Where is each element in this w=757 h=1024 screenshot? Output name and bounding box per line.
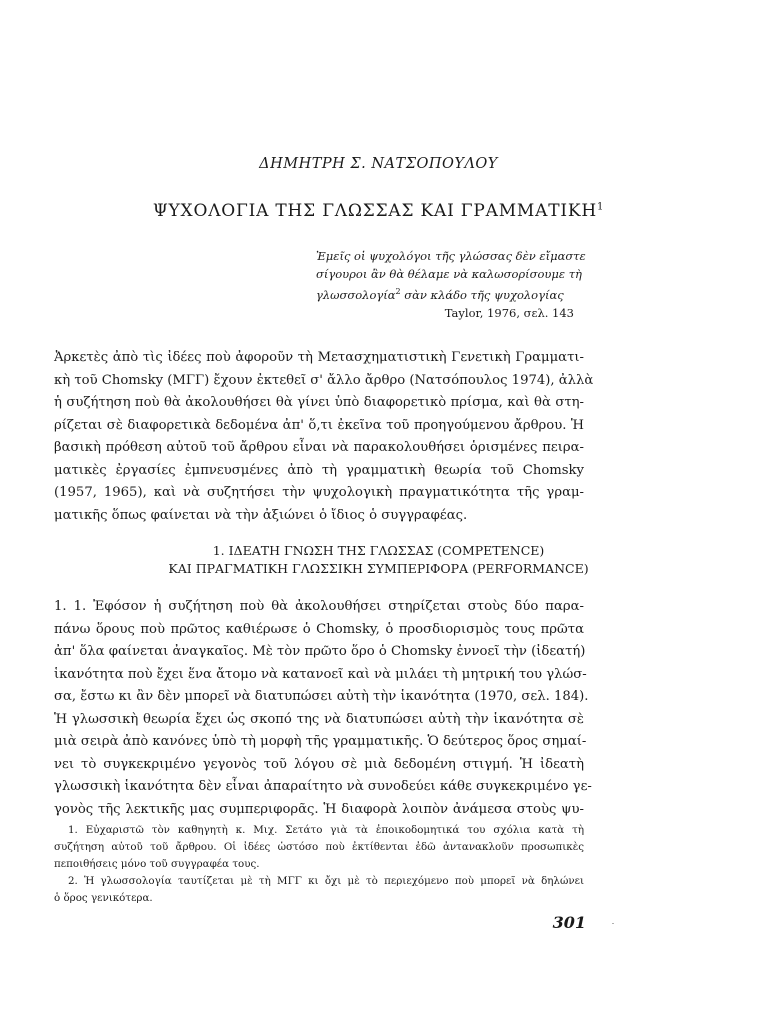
epigraph-line: Ἐμεῖς οἱ ψυχολόγοι τῆς γλώσσας δὲν εἴμαστε xyxy=(316,249,586,263)
title-footnote-mark[interactable]: 1 xyxy=(596,201,605,213)
paragraph-line: νει τὸ συγκεκριμένο γεγονὸς τοῦ λόγου σὲ μιὰ δεδομένη στιγμή. Ἡ ἰδεατὴ xyxy=(54,756,584,772)
paragraph-line: γονὸς τῆς λεκτικῆς μας συμπεριφορᾶς. Ἡ διαφορὰ λοιπὸν ἀνάμεσα στοὺς ψυ- xyxy=(54,801,584,817)
section-heading-line: 1. ΙΔΕΑΤΗ ΓΝΩΣΗ ΤΗΣ ΓΛΩΣΣΑΣ (COMPETENCE) xyxy=(212,543,545,558)
paragraph-line: Ἡ γλωσσικὴ θεωρία ἔχει ὡς σκοπό της νὰ διατυπώσει αὐτὴ τὴν ἱκανότητα σὲ xyxy=(54,711,584,727)
article-title xyxy=(0,201,757,221)
section-heading xyxy=(40,542,717,578)
paragraph-line: (1957, 1965), καὶ νὰ συζητήσει τὴν ψυχολογικὴ πραγματικότητα τῆς γραμ- xyxy=(54,485,584,500)
paragraph-line: ματικῆς ὅπως φαίνεται νὰ τὴν ἀξιώνει ὁ ἴδιος ὁ συγγραφέας. xyxy=(54,507,468,523)
epigraph-line: σίγουροι ἂν θὰ θέλαμε νὰ καλωσορίσουμε τὴ xyxy=(316,267,582,281)
paragraph-line: 1. 1. Ἐφόσον ἡ συζήτηση ποὺ θὰ ἀκολουθήσει στηρίζεται στοὺς δύο παρα- xyxy=(54,599,584,614)
author-name: ΔΗΜΗΤΡΗ Σ. ΝΑΤΣΟΠΟΥΛΟΥ xyxy=(259,156,498,172)
page-number: 301 xyxy=(552,913,586,932)
epigraph-citation: Taylor, 1976, σελ. 143 xyxy=(444,305,574,320)
paragraph-line: ρίζεται σὲ διαφορετικὰ δεδομένα ἀπ' ὅ,τι ἐκεῖνα τοῦ προηγούμενου ἄρθρου. Ἡ xyxy=(54,417,584,433)
footnote-line: πεποιθήσεις μόνο τοῦ συγγραφέα τους. xyxy=(54,858,260,870)
paragraph-line: ἀπ' ὅλα φαίνεται ἀναγκαῖος. Μὲ τὸν πρῶτο ὅρο ὁ Chomsky ἐννοεῖ τὴν (ἰδεατή) xyxy=(54,644,586,659)
section-heading-line: ΚΑΙ ΠΡΑΓΜΑΤΙΚΗ ΓΛΩΣΣΙΚΗ ΣΥΜΠΕΡΙΦΟΡΑ (PERFORMANCE) xyxy=(168,561,589,576)
epigraph-line-text: σὰν κλάδο τῆς ψυχολογίας xyxy=(400,287,564,302)
paragraph-line: κὴ τοῦ Chomsky (ΜΓΓ) ἔχουν ἐκτεθεῖ σ' ἄλλο ἄρθρο (Νατσόπουλος 1974), ἀλλὰ xyxy=(54,372,594,388)
paragraph-line: Ἀρκετὲς ἀπὸ τὶς ἰδέες ποὺ ἀφοροῦν τὴ Μετασχηματιστικὴ Γενετικὴ Γραμματι- xyxy=(54,350,584,365)
paragraph-line: σα, ἔστω κι ἂν δὲν μπορεῖ νὰ διατυπώσει αὐτὴ τὴν ἱκανότητα (1970, σελ. 184). xyxy=(54,689,589,704)
footnote-1: 1. Εὐχαριστῶ τὸν καθηγητὴ κ. Μιχ. Σετάτο γιὰ τὰ ἐποικοδομητικά του σχόλια κατὰ τὴ xyxy=(68,824,584,836)
paragraph-line: μιὰ σειρὰ ἀπὸ κανόνες ὑπὸ τὴ μορφὴ τῆς γραμματικῆς. Ὁ δεύτερος ὅρος σημαί- xyxy=(54,734,587,749)
section-paragraph xyxy=(54,596,592,821)
paragraph-line: βασικὴ πρόθεση αὐτοῦ τοῦ ἄρθρου εἶναι νὰ παρακολουθήσει ὁρισμένες πειρα- xyxy=(54,440,584,455)
paragraph-line: ἱκανότητα ποὺ ἔχει ἕνα ἄτομο νὰ κατανοεῖ καὶ νὰ μιλάει τὴ μητρική του γλώσ- xyxy=(54,666,587,682)
footnote-line: συζήτηση αὐτοῦ τοῦ ἄρθρου. Οἱ ἰδέες ὡστόσο ποὺ ἐκτίθενται ἐδῶ ἀντανακλοῦν προσωπικὲς xyxy=(54,841,584,853)
epigraph xyxy=(316,247,586,322)
footnote-line: ὁ ὅρος γενικότερα. xyxy=(54,892,153,904)
footnote-2: 2. Ἡ γλωσσολογία ταυτίζεται μὲ τὴ ΜΓΓ κι ὄχι μὲ τὸ περιεχόμενο ποὺ μπορεῖ νὰ δηλώνει xyxy=(68,875,584,887)
footnotes xyxy=(54,822,584,907)
paragraph-line: ματικὲς ἐργασίες ἐμπνευσμένες ἀπὸ τὴ γραμματικὴ θεωρία τοῦ Chomsky xyxy=(54,462,584,478)
paragraph-line: ἡ συζήτηση ποὺ θὰ ἀκολουθήσει θὰ γίνει ὑπὸ διαφορετικὸ πρίσμα, καὶ θὰ στη- xyxy=(54,395,584,410)
epigraph-line-text: γλωσσολογία xyxy=(316,287,396,302)
intro-paragraph xyxy=(54,347,594,527)
scan-speck xyxy=(612,923,614,924)
epigraph-line xyxy=(316,283,586,304)
paragraph-line: πάνω ὅρους ποὺ πρῶτος καθιέρωσε ὁ Chomsky, ὁ προσδιορισμὸς τους πρῶτα xyxy=(54,621,584,637)
article-title-text: ΨΥΧΟΛΟΓΙΑ ΤΗΣ ΓΛΩΣΣΑΣ ΚΑΙ ΓΡΑΜΜΑΤΙΚΗ xyxy=(152,201,597,221)
paragraph-line: γλωσσικὴ ἱκανότητα δὲν εἶναι ἀπαραίτητο νὰ συνοδεύει κάθε συγκεκριμένο γε- xyxy=(54,779,592,794)
epigraph-footnote-mark[interactable]: 2 xyxy=(395,287,401,296)
